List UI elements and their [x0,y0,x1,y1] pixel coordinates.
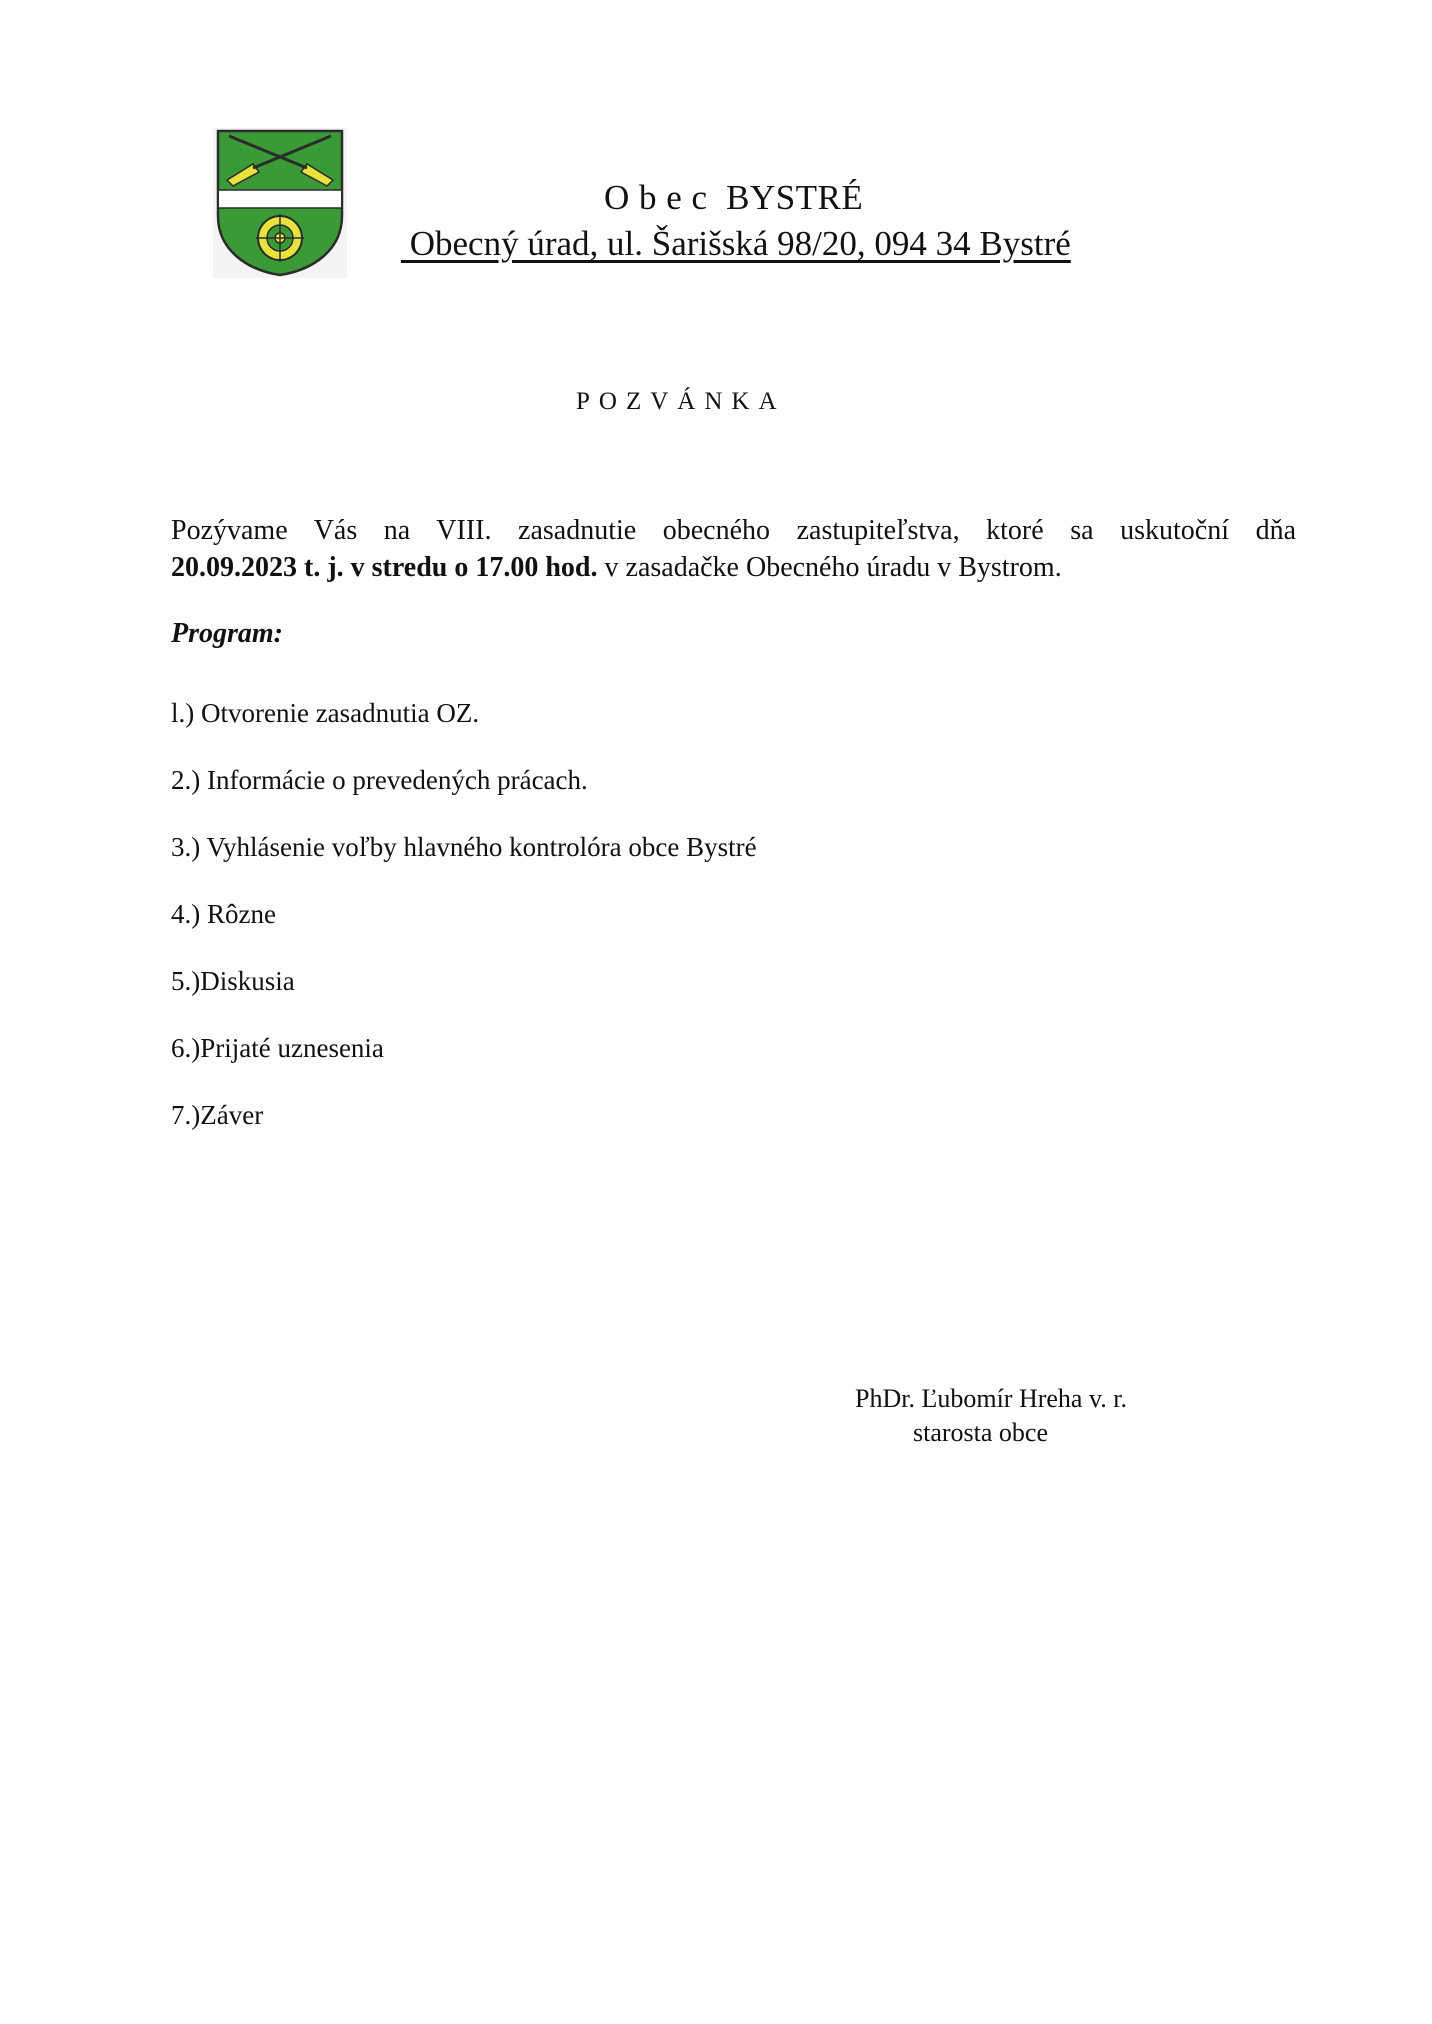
list-item: 2.) Informácie o prevedených prácach. [171,765,588,795]
meeting-datetime: 20.09.2023 t. j. v stredu o 17.00 hod. [171,552,598,583]
list-item: 6.)Prijaté uznesenia [171,1033,384,1063]
list-item: 4.) Rôzne [171,899,276,929]
program-list [171,695,757,1164]
office-address: Obecný úrad, ul. Šarišská 98/20, 094 34 Bystré [401,224,1071,263]
document-title: POZVÁNKA [576,388,786,415]
signature-block [855,1382,1127,1450]
program-label: Program: [171,618,283,649]
invitation-paragraph [171,512,1296,586]
signatory-role: starosta obce [913,1418,1049,1447]
invitation-line-1: Pozývame Vás na VIII. zasadnutie obecného zastupiteľstva, ktoré sa uskutoční dňa [171,515,1296,546]
list-item: 7.)Záver [171,1100,264,1130]
signatory-name: PhDr. Ľubomír Hreha v. r. [855,1384,1127,1413]
coat-of-arms-icon [213,128,347,278]
list-item: 5.)Diskusia [171,966,295,996]
meeting-location: v zasadačke Obecného úradu v Bystrom. [597,552,1062,583]
municipality-name: O b e c BYSTRÉ [604,178,864,217]
list-item: 3.) Vyhlásenie voľby hlavného kontrolóra obce Bystré [171,832,757,862]
list-item: l.) Otvorenie zasadnutia OZ. [171,698,480,728]
